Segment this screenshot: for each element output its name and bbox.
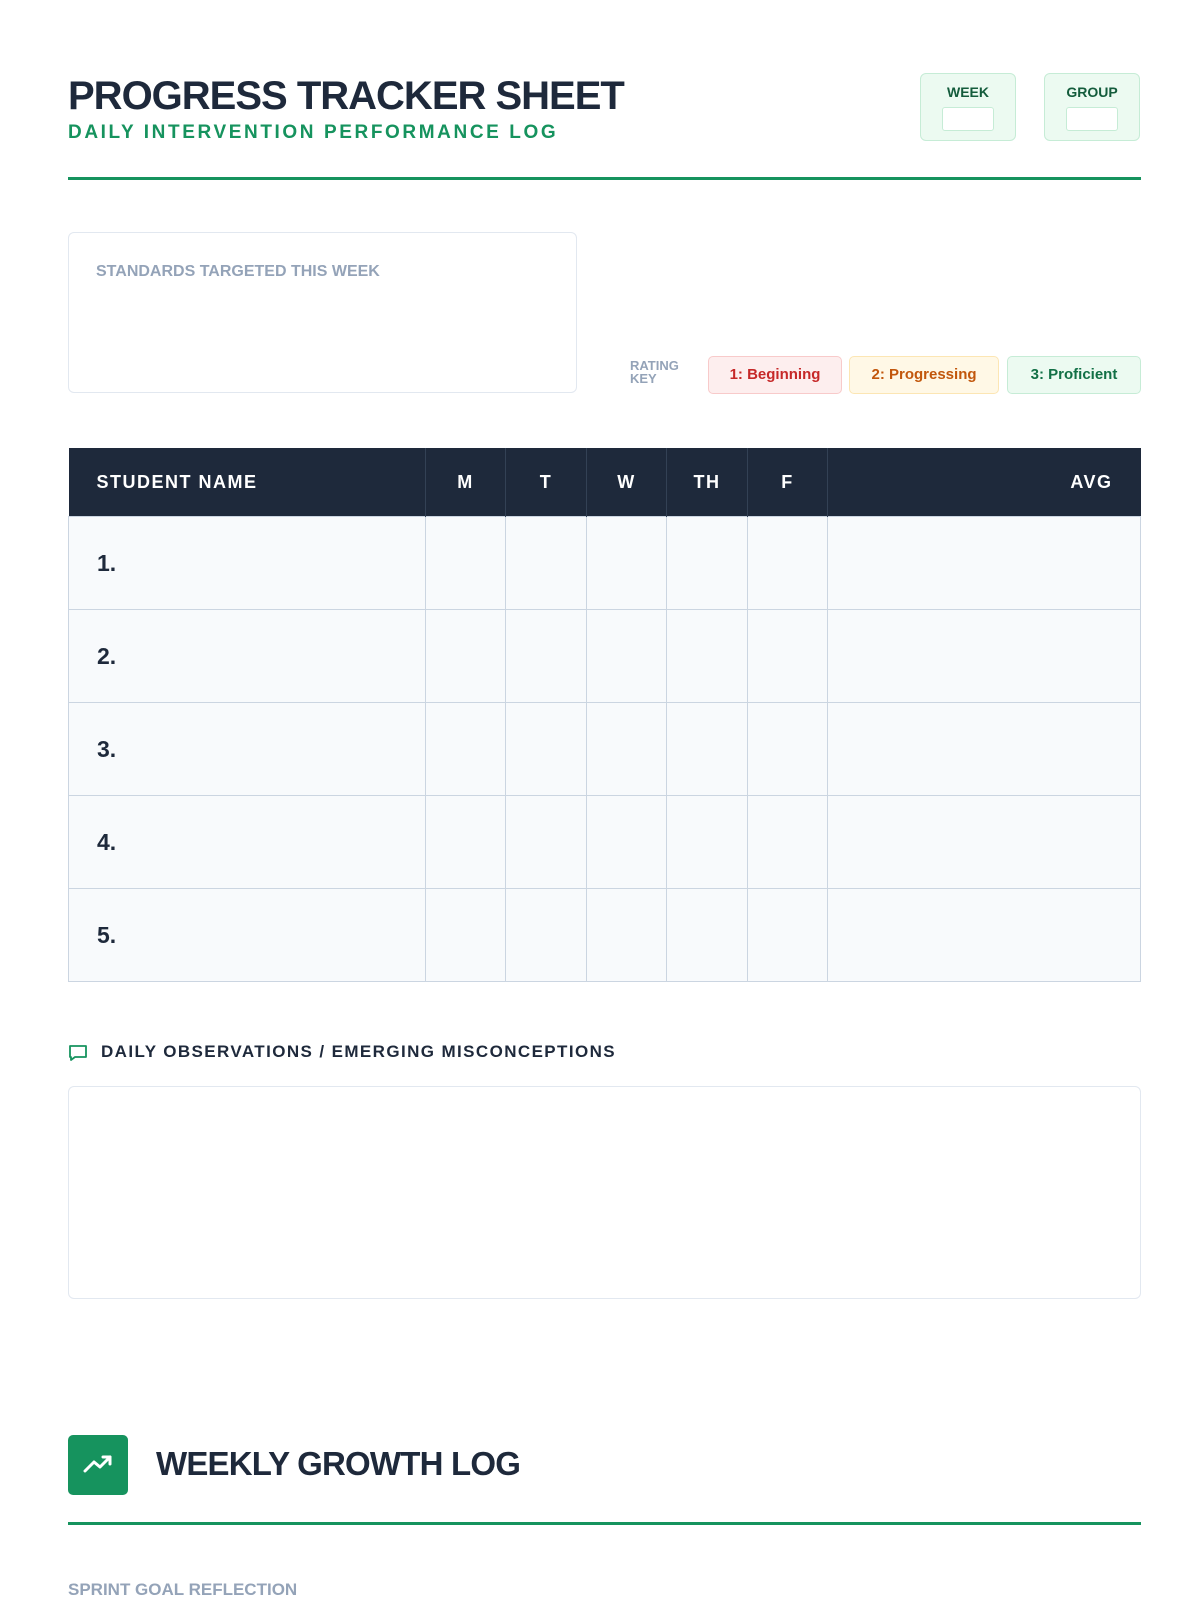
- average-score-cell[interactable]: [828, 889, 1141, 982]
- comment-icon: [68, 1044, 88, 1062]
- wednesday-score-cell[interactable]: [587, 796, 667, 889]
- trending-up-icon: [83, 1453, 113, 1475]
- tuesday-score-cell[interactable]: [506, 796, 587, 889]
- monday-score-cell[interactable]: [426, 796, 506, 889]
- column-header-tuesday: T: [506, 448, 587, 517]
- friday-score-cell[interactable]: [748, 610, 828, 703]
- column-header-friday: F: [748, 448, 828, 517]
- observations-label: DAILY OBSERVATIONS / EMERGING MISCONCEPTIONS: [101, 1042, 616, 1061]
- table-header-row: [69, 448, 1141, 517]
- page-title: PROGRESS TRACKER SHEET: [68, 74, 624, 118]
- week-field[interactable]: [942, 107, 994, 131]
- student-name-cell[interactable]: 2.: [69, 610, 426, 703]
- tuesday-score-cell[interactable]: [506, 610, 587, 703]
- growth-title: WEEKLY GROWTH LOG: [156, 1445, 521, 1482]
- student-name-cell[interactable]: 1.: [69, 517, 426, 610]
- monday-score-cell[interactable]: [426, 517, 506, 610]
- wednesday-score-cell[interactable]: [587, 610, 667, 703]
- thursday-score-cell[interactable]: [667, 517, 748, 610]
- thursday-score-cell[interactable]: [667, 796, 748, 889]
- average-score-cell[interactable]: [828, 610, 1141, 703]
- growth-icon-badge: [68, 1435, 128, 1495]
- growth-divider: [68, 1522, 1141, 1525]
- column-header-monday: M: [426, 448, 506, 517]
- standards-field[interactable]: [68, 232, 577, 393]
- column-header-thursday: TH: [667, 448, 748, 517]
- standards-label: STANDARDS TARGETED THIS WEEK: [96, 263, 380, 280]
- friday-score-cell[interactable]: [748, 889, 828, 982]
- monday-score-cell[interactable]: [426, 889, 506, 982]
- page-header: [68, 70, 1141, 180]
- average-score-cell[interactable]: [828, 703, 1141, 796]
- tracker-table-body: [69, 517, 1141, 982]
- group-box: [1044, 73, 1140, 141]
- tracker-table: [68, 448, 1141, 982]
- thursday-score-cell[interactable]: [667, 703, 748, 796]
- column-header-student-name: STUDENT NAME: [69, 448, 426, 517]
- wednesday-score-cell[interactable]: [587, 517, 667, 610]
- tuesday-score-cell[interactable]: [506, 703, 587, 796]
- student-name-cell[interactable]: 4.: [69, 796, 426, 889]
- table-row: [69, 796, 1141, 889]
- student-name-cell[interactable]: 3.: [69, 703, 426, 796]
- table-row: [69, 889, 1141, 982]
- student-name-cell[interactable]: 5.: [69, 889, 426, 982]
- thursday-score-cell[interactable]: [667, 610, 748, 703]
- table-row: [69, 703, 1141, 796]
- tuesday-score-cell[interactable]: [506, 889, 587, 982]
- tuesday-score-cell[interactable]: [506, 517, 587, 610]
- column-header-average: AVG: [828, 448, 1141, 517]
- observations-field[interactable]: [68, 1086, 1141, 1299]
- friday-score-cell[interactable]: [748, 796, 828, 889]
- average-score-cell[interactable]: [828, 796, 1141, 889]
- average-score-cell[interactable]: [828, 517, 1141, 610]
- group-label: GROUP: [1066, 84, 1118, 100]
- group-field[interactable]: [1066, 107, 1118, 131]
- week-box: [920, 73, 1016, 141]
- wednesday-score-cell[interactable]: [587, 889, 667, 982]
- wednesday-score-cell[interactable]: [587, 703, 667, 796]
- thursday-score-cell[interactable]: [667, 889, 748, 982]
- table-row: [69, 517, 1141, 610]
- friday-score-cell[interactable]: [748, 703, 828, 796]
- rating-progressing-badge: 2: Progressing: [849, 356, 999, 394]
- monday-score-cell[interactable]: [426, 610, 506, 703]
- monday-score-cell[interactable]: [426, 703, 506, 796]
- column-header-wednesday: W: [587, 448, 667, 517]
- rating-proficient-badge: 3: Proficient: [1007, 356, 1141, 394]
- friday-score-cell[interactable]: [748, 517, 828, 610]
- week-label: WEEK: [947, 84, 989, 100]
- table-row: [69, 610, 1141, 703]
- rating-key-label: RATING KEY: [630, 358, 679, 386]
- rating-beginning-badge: 1: Beginning: [708, 356, 842, 394]
- progress-tracker-page: [68, 0, 1141, 1600]
- page-subtitle: DAILY INTERVENTION PERFORMANCE LOG: [68, 122, 559, 143]
- sprint-goal-label: SPRINT GOAL REFLECTION: [68, 1580, 298, 1599]
